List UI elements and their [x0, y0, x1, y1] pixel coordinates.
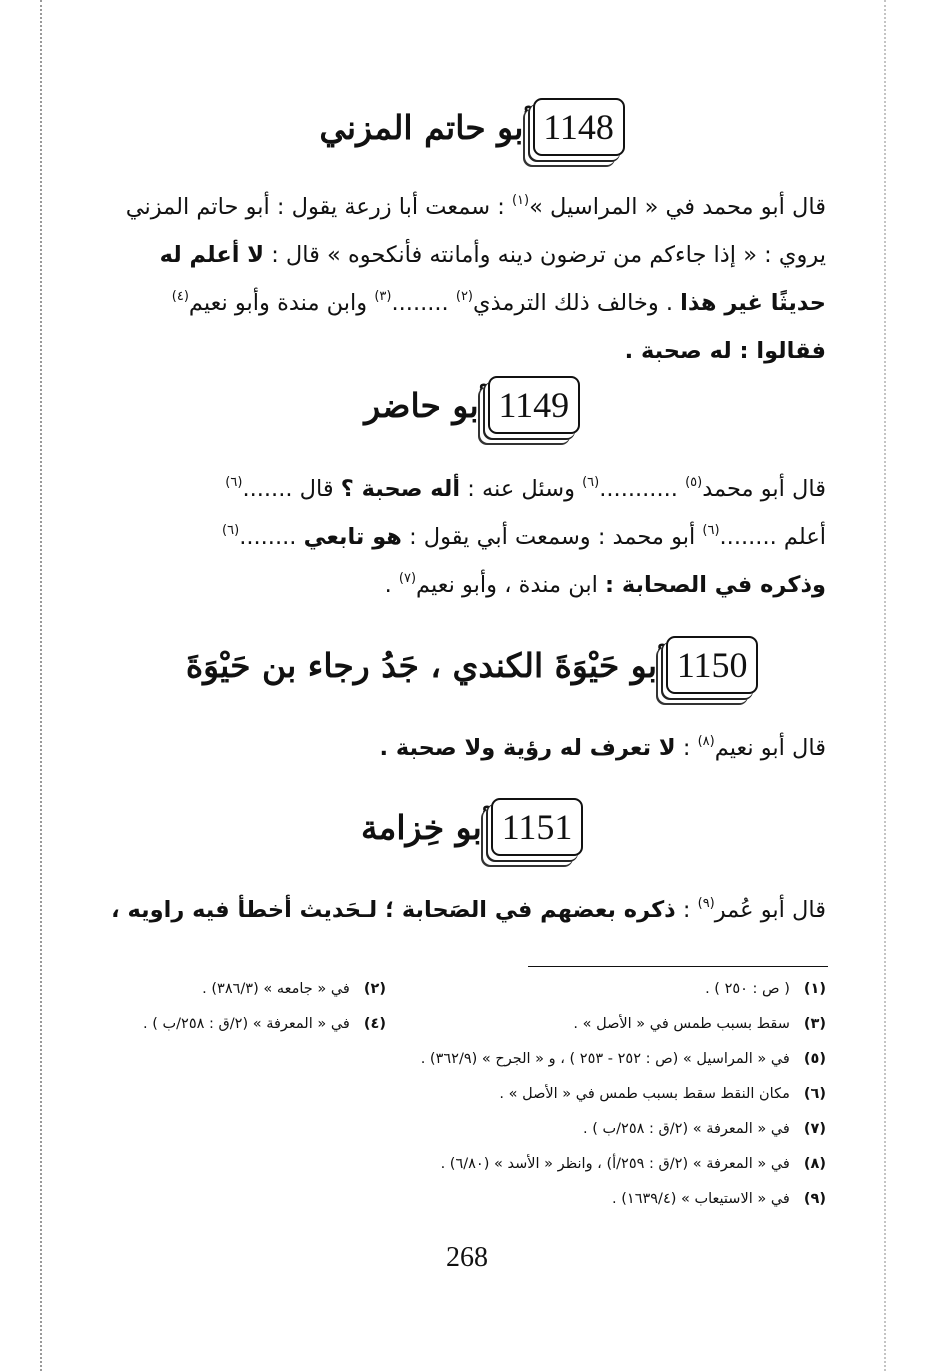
footnote-ref: (٦): [582, 475, 600, 490]
footnote-text: سقط بسبب طمس في « الأصل » .: [573, 1016, 790, 1032]
entry-title: أبو حاتم المزني: [319, 107, 533, 147]
footnote-number: (٢): [363, 981, 386, 997]
text-run: .: [384, 572, 399, 598]
entry-title: أبو حاضر: [364, 385, 488, 425]
footnote: [202, 972, 386, 1007]
footnote-row: [80, 1007, 826, 1042]
entry-number: 1150: [676, 645, 748, 685]
text-run: أبو محمد : وسمعت أبي يقول :: [401, 524, 703, 550]
footnote-rule: [528, 966, 828, 967]
footnote-text: ( ص : ٢٥٠ ) .: [705, 981, 790, 997]
footnote: [573, 1007, 826, 1042]
bold-run: أله صحبة ؟: [340, 476, 461, 502]
footnote: [499, 1077, 826, 1112]
entry-number-box: [491, 798, 583, 856]
entry-number: 1148: [543, 107, 614, 147]
text-run: ........: [239, 524, 304, 550]
entry-header: [0, 798, 934, 856]
text-run: أعلم ........: [719, 524, 826, 550]
footnote-ref: (٥): [685, 475, 703, 490]
text-run: يروي : « إذا جاءكم من ترضون دينه وأمانته فأنكحوه » قال :: [264, 242, 826, 268]
bold-run: لا أعلم له: [159, 242, 265, 268]
text-line: [86, 513, 826, 561]
footnote-number: (٤): [363, 1016, 386, 1032]
footnote: [421, 1042, 826, 1077]
entry-text: [86, 465, 826, 609]
entry-number-box: [533, 98, 625, 156]
entry-header: [0, 636, 934, 694]
footnote-ref: (٧): [398, 571, 417, 586]
bold-run: ذكره بعضهم في الصَحابة ؛ لـحَديث أخطأ فيه راويه ،: [111, 897, 676, 923]
footnote-number: (٦): [803, 1086, 826, 1102]
footnote-ref: (٦): [702, 523, 720, 538]
footnote-ref: (٩): [697, 896, 715, 911]
footnote-text: في « المعرفة » (٢/ق : ٢٥٨/ب ) .: [143, 1016, 350, 1032]
footnote: [583, 1112, 826, 1147]
entry-text: [86, 886, 826, 934]
footnote-text: في « المعرفة » (٢/ق : ٢٥٨/ب ) .: [583, 1121, 790, 1137]
text-line: [86, 724, 826, 772]
footnote-ref: (٤): [171, 289, 189, 304]
footnote: [143, 1007, 386, 1042]
page-number: 268: [446, 1242, 488, 1273]
text-run: : سمعت أبا زرعة يقول : أبو حاتم المزني: [125, 194, 512, 220]
text-line: [86, 183, 826, 231]
entry-header: [0, 98, 934, 156]
entry-text: [86, 724, 826, 772]
entry-header: [0, 376, 934, 434]
text-line: [86, 327, 826, 375]
text-run: قال أبو محمد في « المراسيل »: [529, 194, 826, 220]
text-line: [86, 886, 826, 934]
footnote-text: في « جامعه » (٣٨٦/٣) .: [202, 981, 350, 997]
text-run: وسئل عنه :: [460, 476, 583, 502]
bold-run: وذكره في الصحابة :: [605, 572, 826, 598]
footnote-ref: (٨): [697, 734, 715, 749]
footnote-number: (٥): [803, 1051, 826, 1067]
footnote-number: (٨): [803, 1156, 826, 1172]
text-line: [86, 561, 826, 609]
footnote: [705, 972, 826, 1007]
text-run: :: [675, 735, 698, 761]
bold-run: هو تابعي: [303, 524, 402, 550]
text-run: ...........: [599, 476, 686, 502]
text-run: وابن مندة وأبو نعيم: [188, 290, 375, 316]
footnote-row: [80, 1077, 826, 1112]
bold-run: فقالوا : له صحبة .: [624, 338, 826, 364]
entry-text: [86, 183, 826, 375]
text-run: ابن مندة ، وأبو نعيم: [416, 572, 606, 598]
bold-run: لا تعرف له رؤية ولا صحبة .: [379, 735, 676, 761]
text-run: قال أبو محمد: [702, 476, 826, 502]
text-run: قال .......: [242, 476, 341, 502]
entry-number-box: [666, 636, 758, 694]
text-run: قال أبو نعيم: [714, 735, 826, 761]
footnote-row: [80, 1147, 826, 1182]
footnote: [612, 1182, 826, 1217]
text-run: قال أبو عُمر: [714, 897, 826, 923]
footnote-ref: (٣): [374, 289, 392, 304]
entry-title: أبو خِزامة: [360, 807, 492, 847]
text-line: [86, 465, 826, 513]
entry-number-box: [488, 376, 580, 434]
footnote-text: في « المعرفة » (٢/ق : ٢٥٩/أ) ، وانظر « الأسد » (٦/٨٠) .: [440, 1156, 790, 1172]
footnote-ref: (٦): [225, 475, 243, 490]
footnote-number: (٩): [803, 1191, 826, 1207]
footnote-number: (٣): [803, 1016, 826, 1032]
bold-run: حديثًا غير هذا: [680, 290, 826, 316]
entry-number: 1149: [498, 385, 570, 425]
footnote-row: [80, 1112, 826, 1147]
text-run: ........: [391, 290, 456, 316]
footnote-number: (٧): [803, 1121, 826, 1137]
footnote-ref: (٦): [222, 523, 240, 538]
footnote-number: (١): [803, 981, 826, 997]
text-line: [86, 279, 826, 327]
footnote-row: [80, 1182, 826, 1217]
footnote-row: [80, 1042, 826, 1077]
footnote-text: في « الاستيعاب » (١٦٣٩/٤) .: [612, 1191, 790, 1207]
footnote-ref: (٢): [455, 289, 473, 304]
footnote-row: [80, 972, 826, 1007]
text-run: :: [675, 897, 698, 923]
footnote-text: مكان النقط سقط بسبب طمس في « الأصل » .: [499, 1086, 790, 1102]
footnotes: [80, 972, 826, 1217]
footnote: [441, 1147, 826, 1182]
footnote-ref: (١): [511, 193, 530, 208]
entry-title: أبو حَيْوَةَ الكندي ، جَدُ رجاء بن حَيْوَةَ: [185, 645, 667, 685]
footnote-text: في « المراسيل » (ص : ٢٥٢ - ٢٥٣ ) ، و « الجرح » (٣٦٢/٩) .: [420, 1051, 790, 1067]
text-line: [86, 231, 826, 279]
text-run: . وخالف ذلك الترمذي: [473, 290, 681, 316]
entry-number: 1151: [501, 807, 573, 847]
